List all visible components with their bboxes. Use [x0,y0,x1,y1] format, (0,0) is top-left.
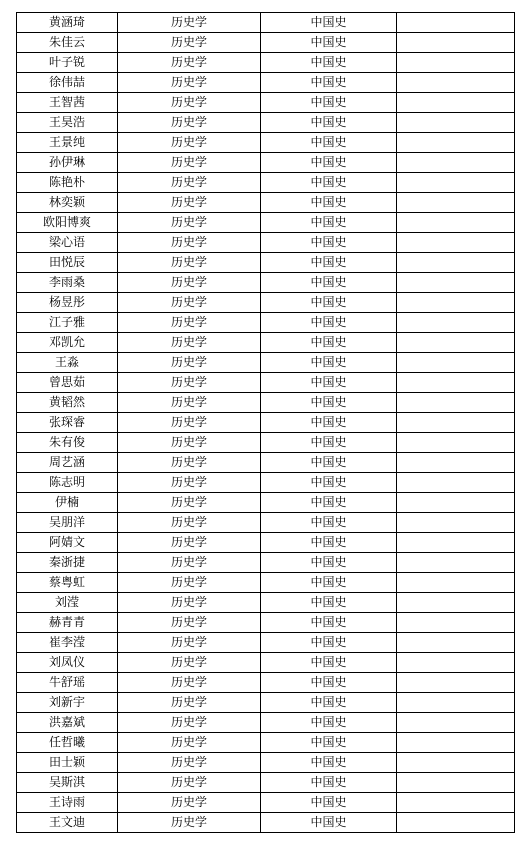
blank-cell [397,653,515,673]
table-row [17,453,515,473]
table-row [17,193,515,213]
major-cell: 历史学 [118,313,261,333]
blank-cell [397,93,515,113]
direction-cell: 中国史 [261,373,397,393]
student-name-cell: 田士颖 [17,753,118,773]
blank-cell [397,293,515,313]
direction-cell: 中国史 [261,733,397,753]
direction-cell: 中国史 [261,333,397,353]
student-name-cell: 洪嘉斌 [17,713,118,733]
student-name-cell: 朱有俊 [17,433,118,453]
student-name-cell: 刘新宇 [17,693,118,713]
student-name-cell: 阿婧文 [17,533,118,553]
blank-cell [397,413,515,433]
major-cell: 历史学 [118,653,261,673]
student-name-cell: 王淼 [17,353,118,373]
direction-cell: 中国史 [261,813,397,833]
student-name-cell: 李雨桑 [17,273,118,293]
direction-cell: 中国史 [261,453,397,473]
student-name-cell: 朱佳云 [17,33,118,53]
major-cell: 历史学 [118,533,261,553]
major-cell: 历史学 [118,173,261,193]
major-cell: 历史学 [118,73,261,93]
blank-cell [397,633,515,653]
table-row [17,313,515,333]
blank-cell [397,453,515,473]
table-row [17,513,515,533]
blank-cell [397,753,515,773]
blank-cell [397,33,515,53]
table-row [17,573,515,593]
direction-cell: 中国史 [261,773,397,793]
major-cell: 历史学 [118,13,261,33]
blank-cell [397,473,515,493]
direction-cell: 中国史 [261,673,397,693]
major-cell: 历史学 [118,93,261,113]
direction-cell: 中国史 [261,153,397,173]
major-cell: 历史学 [118,433,261,453]
student-name-cell: 任哲曦 [17,733,118,753]
student-name-cell: 杨昱彤 [17,293,118,313]
table-row [17,593,515,613]
blank-cell [397,273,515,293]
table-row [17,613,515,633]
table-row [17,233,515,253]
table-row [17,493,515,513]
major-cell: 历史学 [118,413,261,433]
direction-cell: 中国史 [261,93,397,113]
table-row [17,653,515,673]
table-row [17,673,515,693]
direction-cell: 中国史 [261,253,397,273]
student-name-cell: 崔李滢 [17,633,118,653]
blank-cell [397,693,515,713]
direction-cell: 中国史 [261,693,397,713]
major-cell: 历史学 [118,53,261,73]
major-cell: 历史学 [118,353,261,373]
student-name-cell: 伊楠 [17,493,118,513]
major-cell: 历史学 [118,633,261,653]
student-name-cell: 刘凤仪 [17,653,118,673]
table-row [17,173,515,193]
student-name-cell: 牛舒瑶 [17,673,118,693]
student-name-cell: 王智茜 [17,93,118,113]
blank-cell [397,813,515,833]
direction-cell: 中国史 [261,713,397,733]
blank-cell [397,613,515,633]
direction-cell: 中国史 [261,653,397,673]
direction-cell: 中国史 [261,353,397,373]
blank-cell [397,513,515,533]
blank-cell [397,433,515,453]
table-row [17,33,515,53]
direction-cell: 中国史 [261,753,397,773]
student-name-cell: 梁心语 [17,233,118,253]
major-cell: 历史学 [118,813,261,833]
blank-cell [397,173,515,193]
student-name-cell: 王文迪 [17,813,118,833]
direction-cell: 中国史 [261,213,397,233]
blank-cell [397,193,515,213]
direction-cell: 中国史 [261,73,397,93]
table-row [17,393,515,413]
student-name-cell: 张琛睿 [17,413,118,433]
student-name-cell: 吴朋洋 [17,513,118,533]
major-cell: 历史学 [118,673,261,693]
major-cell: 历史学 [118,453,261,473]
major-cell: 历史学 [118,753,261,773]
major-cell: 历史学 [118,253,261,273]
table-row [17,473,515,493]
student-name-cell: 叶子锐 [17,53,118,73]
major-cell: 历史学 [118,153,261,173]
major-cell: 历史学 [118,693,261,713]
student-name-cell: 黄涵琦 [17,13,118,33]
table-row [17,793,515,813]
table-row [17,413,515,433]
major-cell: 历史学 [118,493,261,513]
blank-cell [397,113,515,133]
major-cell: 历史学 [118,333,261,353]
direction-cell: 中国史 [261,513,397,533]
table-row [17,733,515,753]
direction-cell: 中国史 [261,193,397,213]
student-name-cell: 曾思茹 [17,373,118,393]
blank-cell [397,13,515,33]
table-row [17,433,515,453]
blank-cell [397,213,515,233]
student-name-cell: 黄韬然 [17,393,118,413]
blank-cell [397,353,515,373]
direction-cell: 中国史 [261,473,397,493]
direction-cell: 中国史 [261,553,397,573]
major-cell: 历史学 [118,373,261,393]
student-table-body [17,13,515,833]
major-cell: 历史学 [118,33,261,53]
blank-cell [397,713,515,733]
table-row [17,253,515,273]
table-row [17,213,515,233]
table-row [17,753,515,773]
student-name-cell: 周艺涵 [17,453,118,473]
direction-cell: 中国史 [261,533,397,553]
table-row [17,113,515,133]
direction-cell: 中国史 [261,233,397,253]
student-name-cell: 田悦辰 [17,253,118,273]
blank-cell [397,773,515,793]
direction-cell: 中国史 [261,33,397,53]
blank-cell [397,733,515,753]
direction-cell: 中国史 [261,173,397,193]
direction-cell: 中国史 [261,433,397,453]
direction-cell: 中国史 [261,313,397,333]
table-row [17,693,515,713]
table-row [17,333,515,353]
student-name-cell: 欧阳博爽 [17,213,118,233]
student-name-cell: 蔡粤虹 [17,573,118,593]
blank-cell [397,313,515,333]
blank-cell [397,233,515,253]
direction-cell: 中国史 [261,13,397,33]
student-name-cell: 吴斯淇 [17,773,118,793]
direction-cell: 中国史 [261,53,397,73]
direction-cell: 中国史 [261,573,397,593]
major-cell: 历史学 [118,553,261,573]
table-row [17,553,515,573]
table-row [17,153,515,173]
major-cell: 历史学 [118,573,261,593]
blank-cell [397,553,515,573]
table-row [17,813,515,833]
major-cell: 历史学 [118,773,261,793]
blank-cell [397,593,515,613]
direction-cell: 中国史 [261,593,397,613]
direction-cell: 中国史 [261,413,397,433]
blank-cell [397,133,515,153]
table-row [17,273,515,293]
table-row [17,53,515,73]
blank-cell [397,533,515,553]
table-row [17,353,515,373]
table-row [17,713,515,733]
major-cell: 历史学 [118,473,261,493]
student-name-cell: 刘滢 [17,593,118,613]
direction-cell: 中国史 [261,393,397,413]
student-name-cell: 徐伟喆 [17,73,118,93]
table-row [17,633,515,653]
student-name-cell: 秦浙捷 [17,553,118,573]
blank-cell [397,493,515,513]
major-cell: 历史学 [118,593,261,613]
blank-cell [397,253,515,273]
table-row [17,73,515,93]
table-row [17,773,515,793]
student-table [16,12,515,833]
major-cell: 历史学 [118,113,261,133]
major-cell: 历史学 [118,733,261,753]
student-name-cell: 江子雅 [17,313,118,333]
blank-cell [397,333,515,353]
student-name-cell: 陈志明 [17,473,118,493]
student-name-cell: 孙伊琳 [17,153,118,173]
direction-cell: 中国史 [261,633,397,653]
major-cell: 历史学 [118,133,261,153]
major-cell: 历史学 [118,793,261,813]
direction-cell: 中国史 [261,133,397,153]
direction-cell: 中国史 [261,613,397,633]
student-name-cell: 王诗雨 [17,793,118,813]
major-cell: 历史学 [118,213,261,233]
student-name-cell: 陈艳朴 [17,173,118,193]
blank-cell [397,153,515,173]
blank-cell [397,393,515,413]
major-cell: 历史学 [118,293,261,313]
table-row [17,133,515,153]
direction-cell: 中国史 [261,273,397,293]
direction-cell: 中国史 [261,113,397,133]
blank-cell [397,793,515,813]
student-name-cell: 林奕颖 [17,193,118,213]
blank-cell [397,373,515,393]
blank-cell [397,573,515,593]
blank-cell [397,53,515,73]
table-row [17,13,515,33]
student-name-cell: 王景纯 [17,133,118,153]
direction-cell: 中国史 [261,793,397,813]
major-cell: 历史学 [118,613,261,633]
major-cell: 历史学 [118,193,261,213]
table-row [17,93,515,113]
blank-cell [397,673,515,693]
table-row [17,373,515,393]
direction-cell: 中国史 [261,293,397,313]
table-row [17,293,515,313]
student-name-cell: 王昊浩 [17,113,118,133]
table-row [17,533,515,553]
major-cell: 历史学 [118,393,261,413]
direction-cell: 中国史 [261,493,397,513]
blank-cell [397,73,515,93]
major-cell: 历史学 [118,713,261,733]
student-name-cell: 赫青青 [17,613,118,633]
major-cell: 历史学 [118,273,261,293]
major-cell: 历史学 [118,233,261,253]
student-name-cell: 邓凯允 [17,333,118,353]
major-cell: 历史学 [118,513,261,533]
